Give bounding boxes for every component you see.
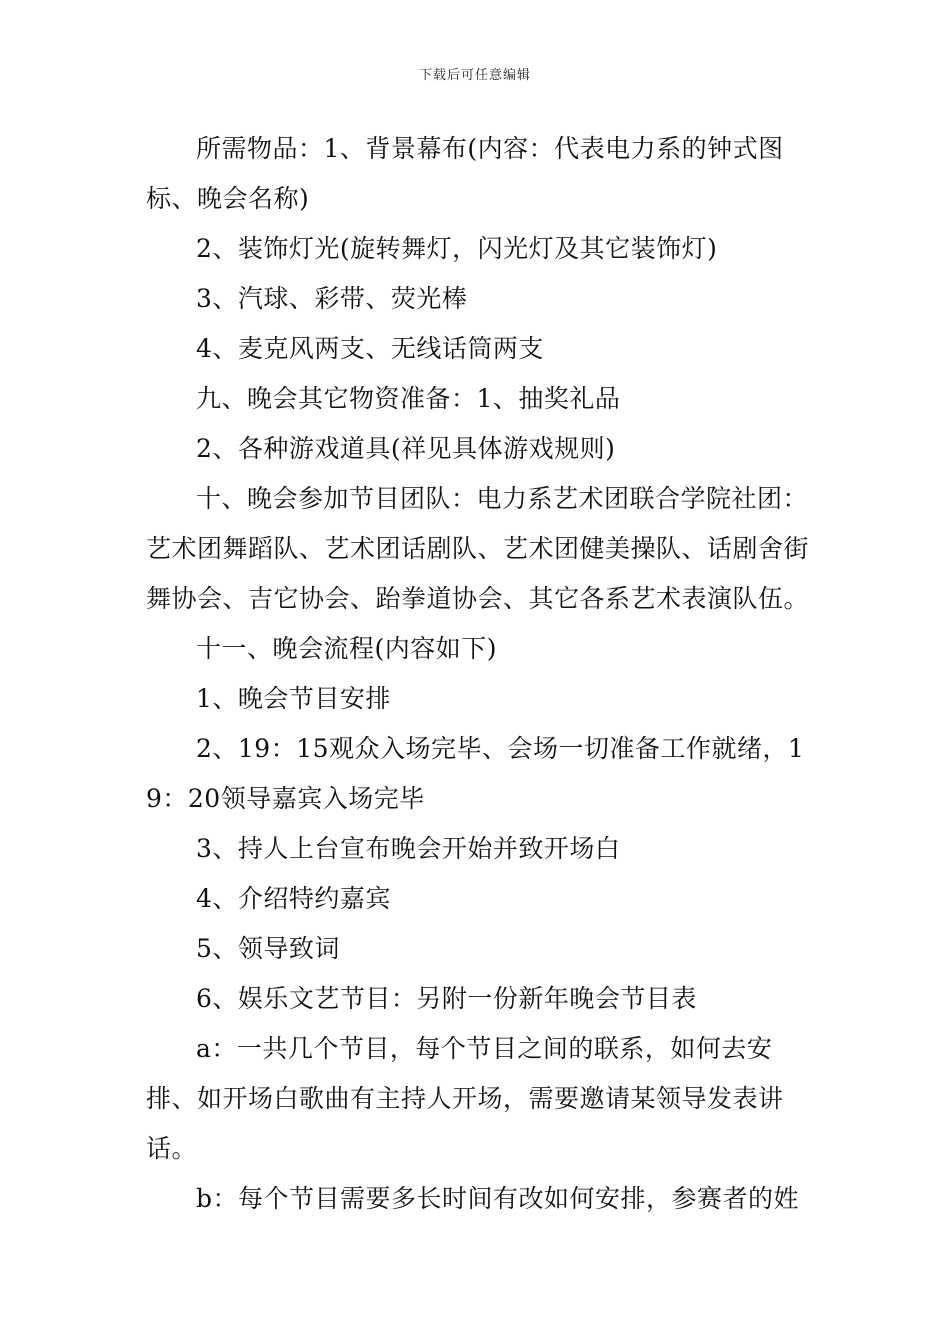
document-body — [146, 124, 810, 1224]
paragraph-materials: 所需物品：1、背景幕布(内容：代表电力系的钟式图标、晚会名称) — [146, 134, 784, 213]
paragraph-leader-speech: 5、领导致词 — [196, 934, 340, 963]
paragraph-program-arrangement: 1、晚会节目安排 — [196, 684, 391, 713]
paragraph-item-a: a：一共几个节目，每个节目之间的联系，如何去安排、如开场白歌曲有主持人开场，需要邀请某领导发表讲话。 — [146, 1034, 784, 1163]
paragraph-balloons: 3、汽球、彩带、荧光棒 — [196, 284, 468, 313]
paragraph-host-opening: 3、持人上台宣布晚会开始并致开场白 — [196, 834, 621, 863]
paragraph-item-b: b：每个节目需要多长时间有改如何安排，参赛者的姓 — [196, 1184, 800, 1213]
paragraph-entertainment: 6、娱乐文艺节目：另附一份新年晚会节目表 — [196, 984, 697, 1013]
paragraph-section-eleven: 十一、晚会流程(内容如下) — [196, 634, 498, 663]
paragraph-section-nine: 九、晚会其它物资准备：1、抽奖礼品 — [196, 384, 621, 413]
paragraph-section-ten: 十、晚会参加节目团队：电力系艺术团联合学院社团：艺术团舞蹈队、艺术团话剧队、艺术团健美操队、话剧舍街舞协会、吉它协会、跆拳道协会、其它各系艺术表演队伍。 — [146, 484, 810, 613]
paragraph-game-props: 2、各种游戏道具(祥见具体游戏规则) — [196, 434, 616, 463]
paragraph-lighting: 2、装饰灯光(旋转舞灯，闪光灯及其它装饰灯) — [196, 234, 718, 263]
page-header: 下载后可任意编辑 — [418, 68, 531, 83]
paragraph-microphones: 4、麦克风两支、无线话筒两支 — [196, 334, 544, 363]
paragraph-guests: 4、介绍特约嘉宾 — [196, 884, 391, 913]
paragraph-schedule: 2、19：15观众入场完毕、会场一切准备工作就绪，19：20领导嘉宾入场完毕 — [146, 734, 805, 813]
